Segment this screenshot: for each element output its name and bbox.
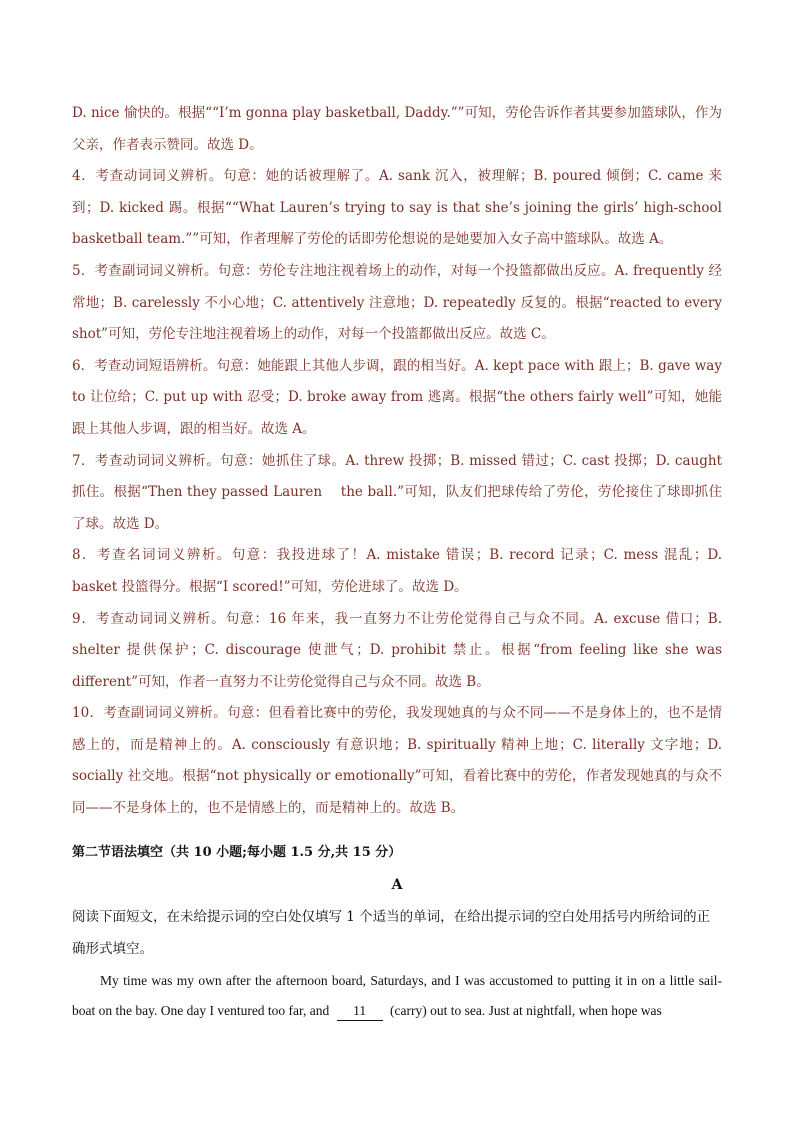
explanation-3d: D. nice 愉快的。根据““I’m gonna play basketball, Daddy.””可知，劳伦告诉作者其要参加篮球队，作为父亲，作者表示赞同。故选 D。 xyxy=(72,105,722,153)
explanation-7: 7．考查动词词义辨析。句意：她抓住了球。A. threw 投掷；B. missed 错过；C. cast 投掷；D. caught 抓住。根据“Then they passed Lauren the ball.”可知，队友们把球传给了劳伦，劳伦接住了球即抓住了球。故选 D。 xyxy=(72,452,722,532)
part-label: A xyxy=(391,877,403,893)
answer-explanations xyxy=(72,98,722,825)
explanation-10: 10．考查副词词义辨析。句意：但看着比赛中的劳伦，我发现她真的与众不同——不是身体上的，也不是情感上的，而是精神上的。A. consciously 有意识地；B. spiritually 精神上地；C. literally 文字地；D. socially 社交地。根据“not physically or emotionally”可知，看着比赛中的劳伦，作者发现她真的与众不同——不是身体上的，也不是情感上的，而是精神上的。故选 B。 xyxy=(72,705,722,817)
blank-11: 11 xyxy=(337,1002,383,1021)
passage-text-before: My time was my own after the afternoon board, Saturdays, and I was accustomed to putting it in on a little sail-boat on the bay. One day I ventured too far, and xyxy=(72,973,722,1018)
explanation-4: 4．考查动词词义辨析。句意：她的话被理解了。A. sank 沉入，被理解；B. poured 倾倒；C. came 来到；D. kicked 踢。根据““What Lauren’s trying to say is that she’s joining the girls’ high-school basketball team.””可知，作者理解了劳伦的话即劳伦想说的是她要加入女子高中篮球队。故选 A。 xyxy=(72,168,722,248)
explanation-8: 8．考查名词词义辨析。句意：我投进球了！A. mistake 错误；B. record 记录；C. mess 混乱；D. basket 投篮得分。根据“I scored!”可知，劳伦进球了。故选 D。 xyxy=(72,547,722,595)
section-instructions: 阅读下面短文，在未给提示词的空白处仅填写 1 个适当的单词，在给出提示词的空白处用括号内所给词的正确形式填空。 xyxy=(72,909,711,957)
section-heading: 第二节语法填空（共 10 小题;每小题 1.5 分,共 15 分） xyxy=(72,845,402,860)
explanation-6: 6．考查动词短语辨析。句意：她能跟上其他人步调，跟的相当好。A. kept pace with 跟上；B. gave way to 让位给；C. put up with 忍受；D. broke away from 逃离。根据“the others fairly well”可知，她能跟上其他人步调，跟的相当好。故选 A。 xyxy=(72,357,722,437)
passage-text-after: (carry) out to sea. Just at nightfall, when hope was xyxy=(390,1003,662,1018)
grammar-passage xyxy=(72,966,722,1026)
explanation-9: 9．考查动词词义辨析。句意：16 年来，我一直努力不让劳伦觉得自己与众不同。A. excuse 借口；B. shelter 提供保护；C. discourage 使泄气；D. prohibit 禁止。根据“from feeling like she was different”可知，作者一直努力不让劳伦觉得自己与众不同。故选 B。 xyxy=(72,610,722,690)
explanation-5: 5．考查副词词义辨析。句意：劳伦专注地注视着场上的动作，对每一个投篮都做出反应。A. frequently 经常地；B. carelessly 不小心地；C. attentively 注意地；D. repeatedly 反复的。根据“reacted to every shot”可知，劳伦专注地注视着场上的动作，对每一个投篮都做出反应。故选 C。 xyxy=(72,262,722,343)
